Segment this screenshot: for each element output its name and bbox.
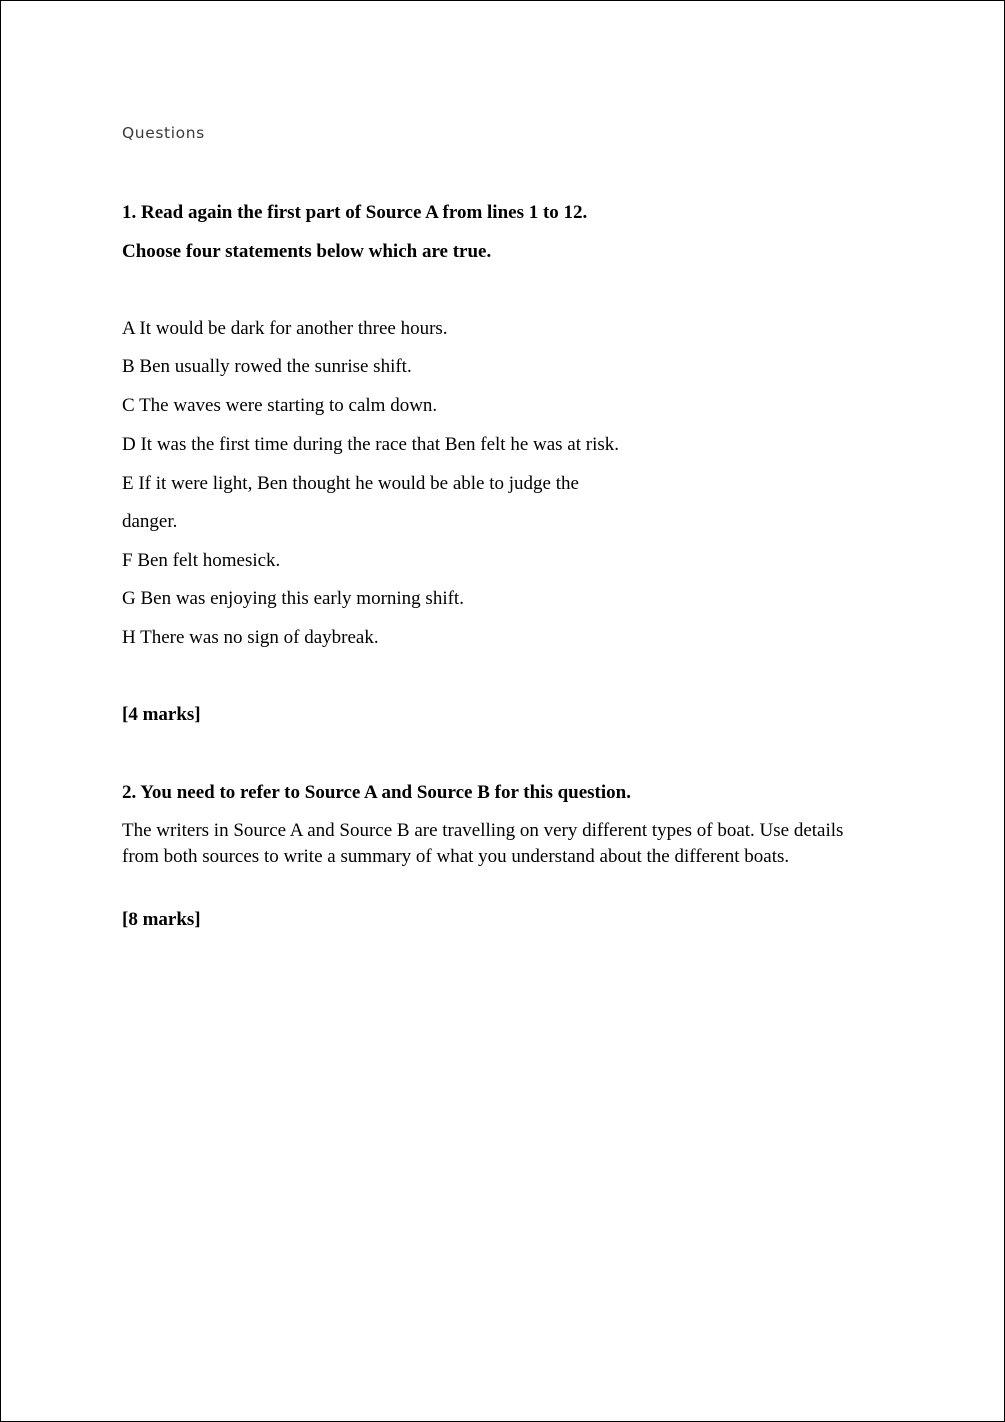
statement-g: G Ben was enjoying this early morning shift. — [122, 588, 464, 609]
statement-e-continued: danger. — [122, 511, 178, 532]
question-1-instruction: Choose four statements below which are true. — [122, 241, 492, 262]
question-2-marks: [8 marks] — [122, 909, 201, 930]
statement-d: D It was the first time during the race that Ben felt he was at risk. — [122, 434, 620, 455]
question-1-title: 1. Read again the first part of Source A from lines 1 to 12. — [122, 202, 588, 223]
statement-e: E If it were light, Ben thought he would be able to judge the — [122, 473, 579, 494]
question-1-marks: [4 marks] — [122, 704, 201, 725]
question-2-body: The writers in Source A and Source B are travelling on very different types of boat. Use details from both sources to write a summary of what you understand about the different boats. — [122, 820, 844, 867]
statement-h: H There was no sign of daybreak. — [122, 627, 379, 648]
statement-c: C The waves were starting to calm down. — [122, 395, 438, 416]
question-2-title: 2. You need to refer to Source A and Source B for this question. — [122, 782, 631, 803]
statement-b: B Ben usually rowed the sunrise shift. — [122, 356, 412, 377]
statement-a: A It would be dark for another three hours. — [122, 318, 448, 339]
section-heading: Questions — [122, 124, 205, 142]
statement-f: F Ben felt homesick. — [122, 550, 281, 571]
